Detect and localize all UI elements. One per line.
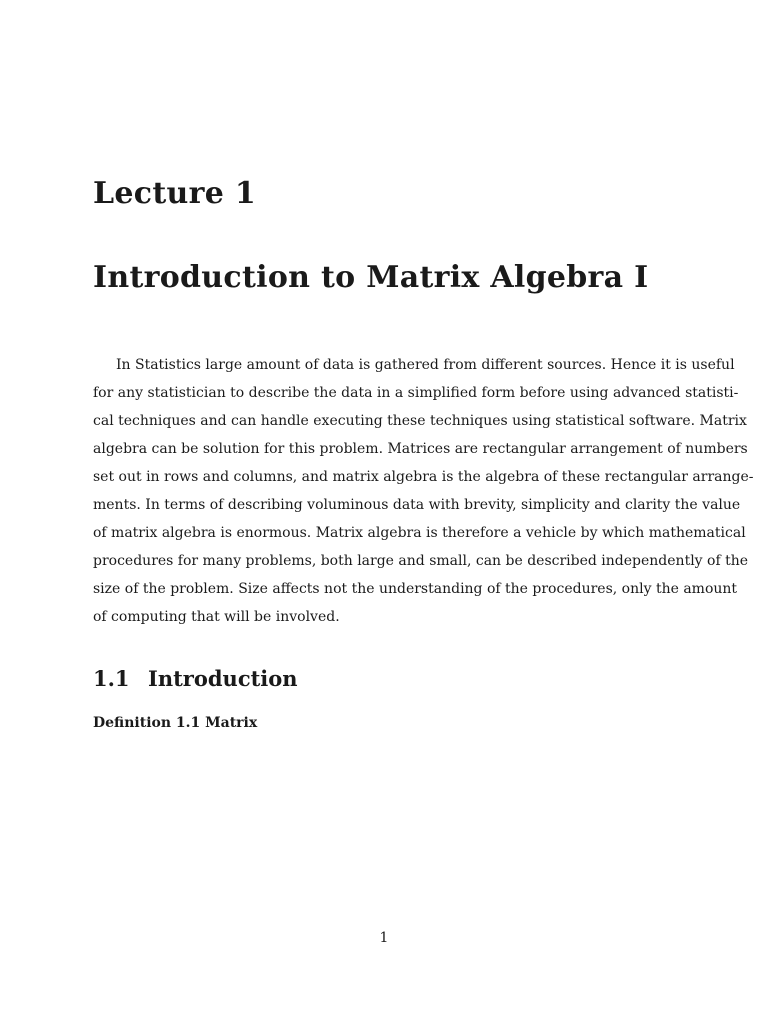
- paragraph-line: procedures for many problems, both large and small, can be described independently of the: [93, 553, 749, 569]
- paragraph-line: of matrix algebra is enormous. Matrix algebra is therefore a vehicle by which mathematical: [93, 525, 746, 541]
- paragraph-line: In Statistics large amount of data is gathered from different sources. Hence it is useful: [116, 357, 735, 373]
- paragraph-line: for any statistician to describe the data in a simplified form before using advanced statisti-: [93, 385, 739, 401]
- page-number: 1: [379, 930, 389, 946]
- paragraph-line: set out in rows and columns, and matrix algebra is the algebra of these rectangular arrange-: [93, 469, 754, 485]
- paragraph-line: algebra can be solution for this problem. Matrices are rectangular arrangement of numbers: [93, 441, 748, 457]
- section-title: Introduction: [148, 666, 298, 691]
- chapter-title: Introduction to Matrix Algebra I: [93, 260, 649, 295]
- paragraph-line: ments. In terms of describing voluminous data with brevity, simplicity and clarity the value: [93, 497, 741, 513]
- paragraph-line: size of the problem. Size affects not the understanding of the procedures, only the amount: [93, 581, 738, 597]
- section-number: 1.1: [93, 666, 130, 691]
- section-heading: [93, 666, 298, 691]
- paragraph-line: of computing that will be involved.: [93, 609, 340, 625]
- lecture-label: Lecture 1: [93, 176, 257, 211]
- paragraph-line: cal techniques and can handle executing these techniques using statistical software. Matrix: [93, 413, 747, 429]
- definition-heading: Definition 1.1 Matrix: [93, 715, 258, 731]
- intro-paragraph: [93, 351, 754, 631]
